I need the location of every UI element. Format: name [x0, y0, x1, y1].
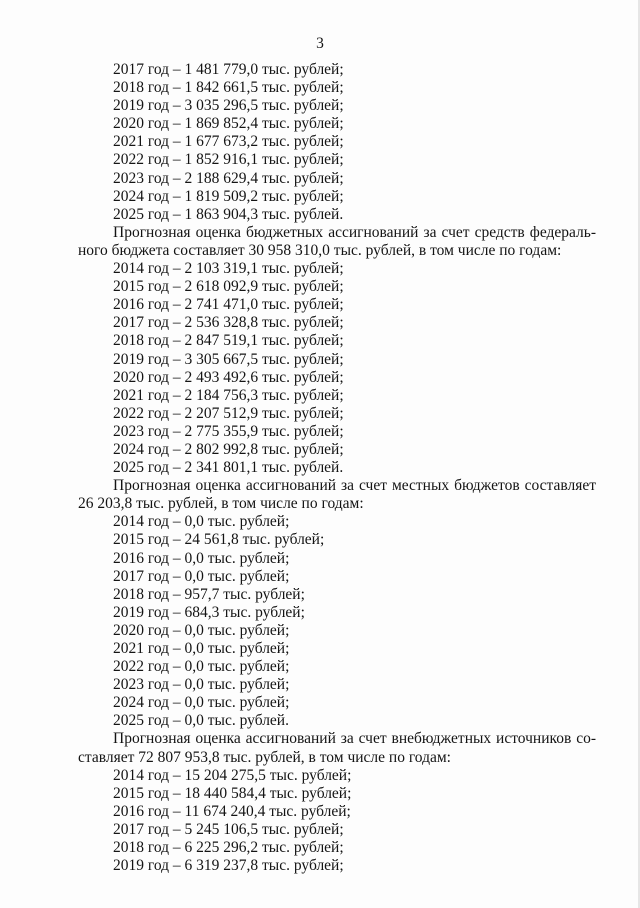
- year-line: 2024 год – 1 819 509,2 тыс. рублей;: [113, 187, 344, 205]
- federal-budget-paragraph: [78, 224, 596, 260]
- local-budget-paragraph: [78, 477, 596, 513]
- paragraph-line: 26 203,8 тыс. рублей, в том числе по годам:: [78, 495, 364, 513]
- year-line: 2016 год – 11 674 240,4 тыс. рублей;: [113, 802, 351, 820]
- year-line: 2020 год – 1 869 852,4 тыс. рублей;: [113, 115, 344, 133]
- year-line: 2021 год – 2 184 756,3 тыс. рублей;: [113, 386, 344, 404]
- year-line: 2022 год – 2 207 512,9 тыс. рублей;: [113, 404, 344, 422]
- year-line: 2015 год – 24 561,8 тыс. рублей;: [113, 531, 325, 549]
- year-line: 2017 год – 1 481 779,0 тыс. рублей;: [113, 61, 344, 78]
- year-line: 2023 год – 0,0 тыс. рублей;: [113, 676, 290, 694]
- year-line: 2018 год – 2 847 519,1 тыс. рублей;: [113, 332, 344, 350]
- year-line: 2021 год – 0,0 тыс. рублей;: [113, 640, 290, 657]
- year-line: 2019 год – 6 319 237,8 тыс. рублей;: [113, 857, 344, 875]
- year-line: 2024 год – 2 802 992,8 тыс. рублей;: [113, 440, 344, 458]
- extrabudgetary-paragraph: [78, 730, 596, 766]
- year-line: 2014 год – 15 204 275,5 тыс. рублей;: [113, 766, 352, 784]
- paragraph-line: Прогнозная оценка ассигнований за счет внебюджетных источников со-: [113, 730, 596, 748]
- year-line: 2016 год – 2 741 471,0 тыс. рублей;: [113, 296, 344, 314]
- paragraph-line: ставляет 72 807 953,8 тыс. рублей, в том числе по годам:: [78, 748, 451, 766]
- year-line: 2015 год – 2 618 092,9 тыс. рублей;: [113, 278, 344, 296]
- federal-budget-year-list: [78, 260, 596, 477]
- year-line: 2017 год – 0,0 тыс. рублей;: [113, 567, 290, 585]
- paragraph-line: Прогнозная оценка ассигнований за счет местных бюджетов составляет: [113, 477, 596, 495]
- year-line: 2021 год – 1 677 673,2 тыс. рублей;: [113, 133, 344, 151]
- year-line: 2019 год – 3 305 667,5 тыс. рублей;: [113, 350, 344, 368]
- local-budget-year-list: [78, 513, 596, 730]
- document-body: [78, 61, 596, 875]
- year-line: 2017 год – 5 245 106,5 тыс. рублей;: [113, 820, 344, 838]
- paragraph-line: Прогнозная оценка бюджетных ассигнований за счет средств федераль-: [113, 223, 596, 241]
- year-line: 2022 год – 1 852 916,1 тыс. рублей;: [113, 151, 344, 169]
- year-line: 2016 год – 0,0 тыс. рублей;: [113, 549, 290, 567]
- year-line: 2017 год – 2 536 328,8 тыс. рублей;: [113, 314, 344, 332]
- federal-region-year-list: [78, 61, 596, 224]
- extrabudgetary-year-list: [78, 767, 596, 876]
- year-line: 2025 год – 0,0 тыс. рублей.: [113, 712, 289, 730]
- year-line: 2024 год – 0,0 тыс. рублей;: [113, 694, 290, 712]
- year-line: 2022 год – 0,0 тыс. рублей;: [113, 658, 290, 676]
- year-line: 2014 год – 0,0 тыс. рублей;: [113, 513, 290, 531]
- year-line: 2023 год – 2 188 629,4 тыс. рублей;: [113, 169, 344, 187]
- year-line: 2023 год – 2 775 355,9 тыс. рублей;: [113, 422, 344, 440]
- page-number: 3: [316, 35, 324, 52]
- year-line: 2018 год – 1 842 661,5 тыс. рублей;: [113, 79, 344, 97]
- year-line: 2025 год – 2 341 801,1 тыс. рублей.: [113, 459, 344, 477]
- year-line: 2020 год – 0,0 тыс. рублей;: [113, 621, 290, 639]
- year-line: 2019 год – 3 035 296,5 тыс. рублей;: [113, 97, 344, 115]
- year-line: 2020 год – 2 493 492,6 тыс. рублей;: [113, 368, 344, 386]
- paragraph-line: ного бюджета составляет 30 958 310,0 тыс. рублей, в том числе по годам:: [78, 241, 562, 259]
- year-line: 2015 год – 18 440 584,4 тыс. рублей;: [113, 784, 352, 802]
- year-line: 2018 год – 6 225 296,2 тыс. рублей;: [113, 839, 344, 857]
- year-line: 2018 год – 957,7 тыс. рублей;: [113, 585, 305, 603]
- year-line: 2019 год – 684,3 тыс. рублей;: [113, 603, 305, 621]
- year-line: 2014 год – 2 103 319,1 тыс. рублей;: [113, 260, 344, 278]
- year-line: 2025 год – 1 863 904,3 тыс. рублей.: [113, 205, 344, 223]
